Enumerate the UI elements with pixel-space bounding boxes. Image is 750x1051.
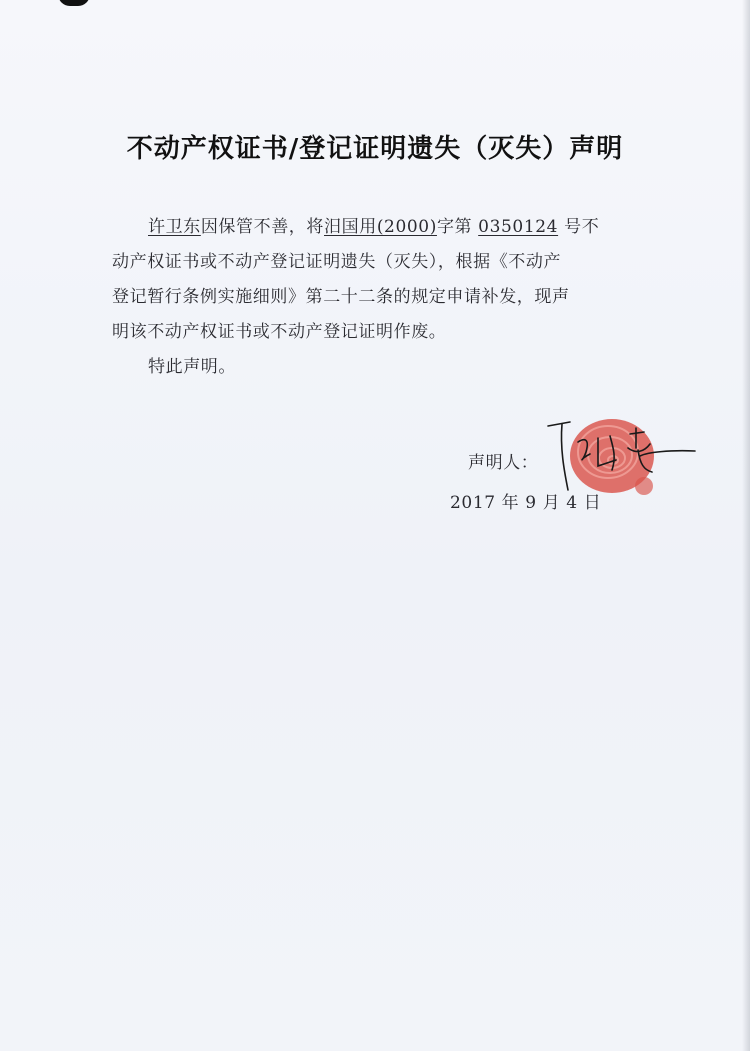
- paragraph-text: 号不: [564, 217, 600, 237]
- declarant-label: 声明人：: [468, 453, 539, 473]
- paragraph-line-3: 登记暂行条例实施细则》第二十二条的规定申请补发，现声: [112, 287, 570, 307]
- certificate-number: 0350124: [478, 217, 559, 237]
- declaration-date: 2017 年 9 月 4 日: [450, 493, 602, 513]
- paragraph-line-2: 动产权证书或不动产登记证明遗失（灭失），根据《不动产: [112, 252, 562, 272]
- certificate-ref: 汨国用(2000): [324, 217, 437, 237]
- paragraph-line-4: 明该不动产权证书或不动产登记证明作废。: [112, 322, 447, 342]
- scan-artifact: [58, 0, 90, 6]
- closing-line: 特此声明。: [148, 357, 236, 377]
- owner-name: 许卫东: [148, 217, 201, 237]
- fingerprint-icon: [570, 419, 654, 495]
- document-title: 不动产权证书/登记证明遗失（灭失）声明: [126, 134, 624, 164]
- declaration-body: [112, 210, 636, 385]
- paragraph-text: 字第: [436, 217, 473, 237]
- paragraph-line-1: [112, 210, 636, 245]
- paragraph-text: 因保管不善，将: [200, 217, 325, 237]
